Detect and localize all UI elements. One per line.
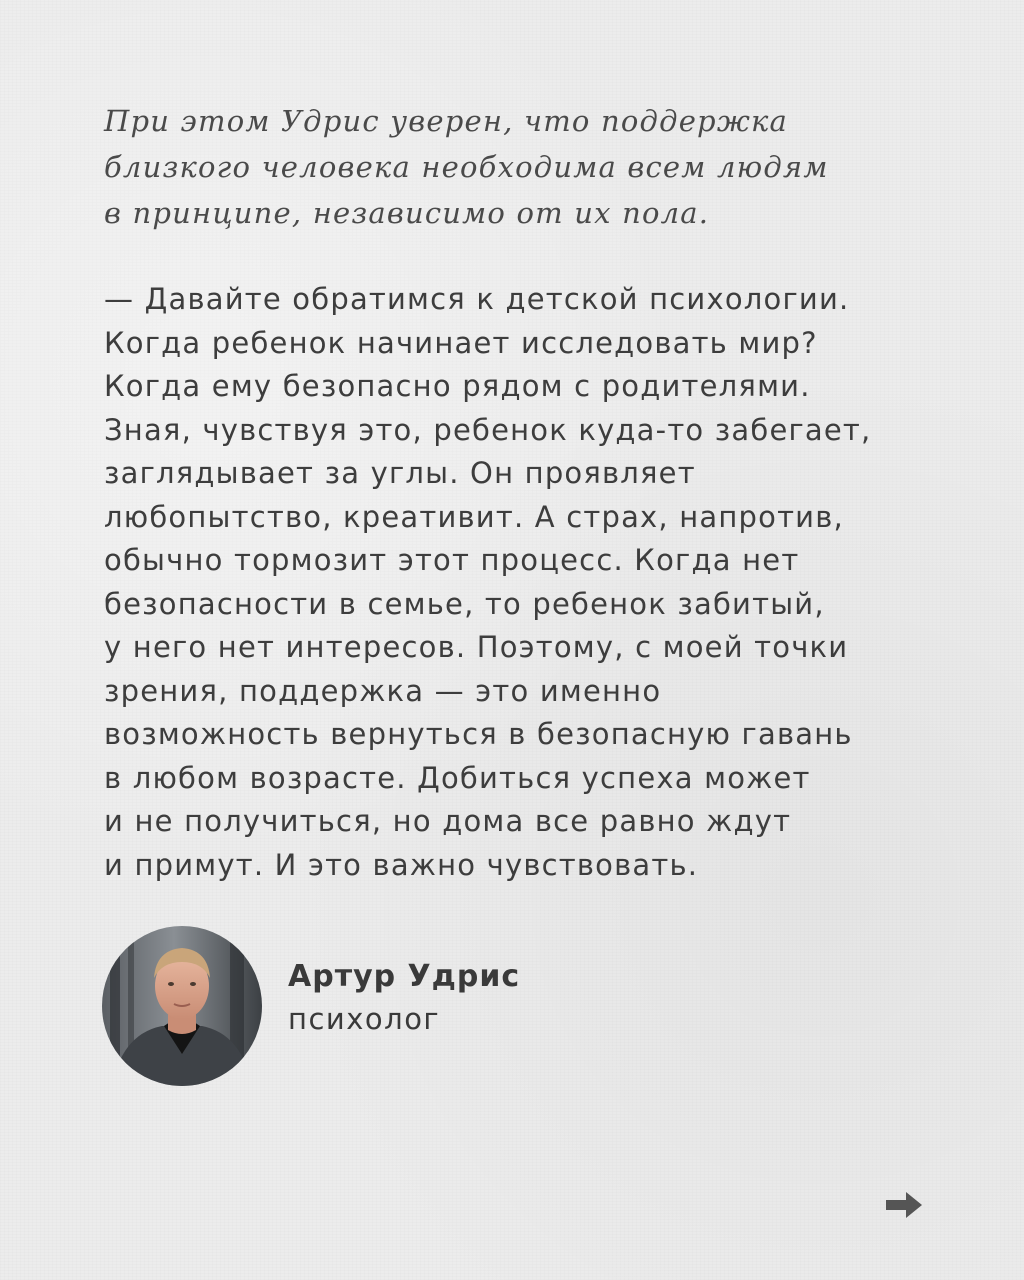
intro-paragraph: При этом Удрис уверен, что поддержка близкого человека необходима всем людям в принципе, независимо от их пола. bbox=[104, 104, 829, 230]
quote-paragraph: — Давайте обратимся к детской психологии. Когда ребенок начинает исследовать мир? Когда ему безопасно рядом с родителями. Зная, чувствуя это, ребенок куда-то забегает, заглядывает за углы. Он проявляет любопытство, креативит. А страх, напротив, обычно тормозит этот процесс. Когда нет безопасности в семье, то ребенок забитый, у него нет интересов. Поэтому, с моей точки зрения, поддержка — это именно возможность вернуться в безопасную гавань в любом возрасте. Добиться успеха может и не получиться, но дома все равно ждут и примут. И это важно чувствовать. bbox=[104, 282, 872, 882]
author-info bbox=[288, 956, 520, 1040]
next-slide-button[interactable] bbox=[884, 1190, 924, 1220]
author-role: психолог bbox=[288, 1002, 441, 1036]
author-block bbox=[102, 925, 520, 1087]
person-portrait-icon bbox=[102, 926, 262, 1086]
author-avatar bbox=[102, 926, 262, 1086]
author-name: Артур Удрис bbox=[288, 959, 521, 994]
arrow-right-icon bbox=[884, 1190, 924, 1220]
